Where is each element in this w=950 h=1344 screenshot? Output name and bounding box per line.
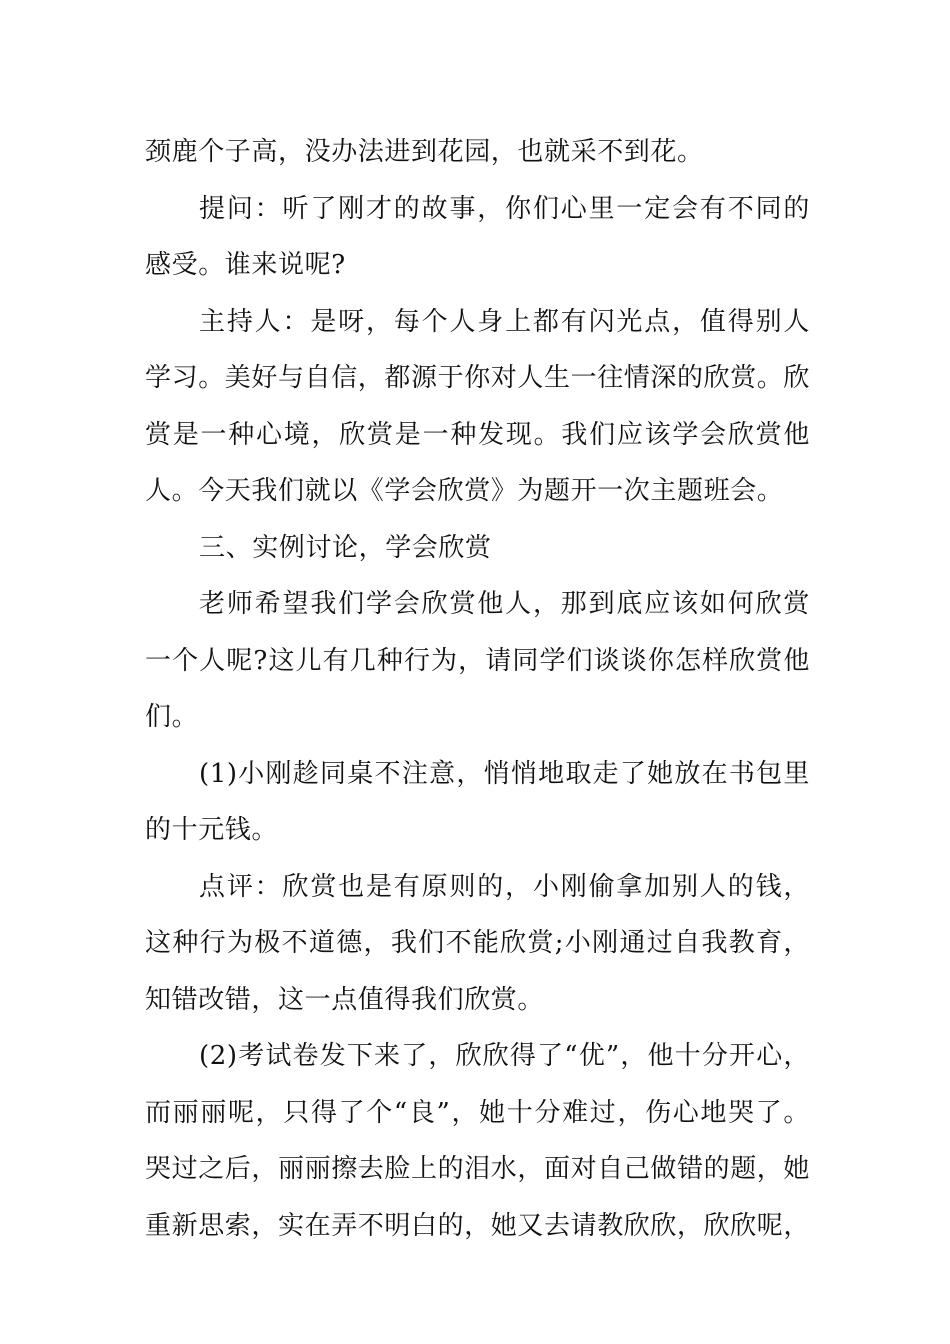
paragraph-1: 颈鹿个子高，没办法进到花园，也就采不到花。 [145,137,704,167]
comment-1: 点评：欣赏也是有原则的，小刚偷拿加别人的钱，这种行为极不道德，我们不能欣赏;小刚通过自我教育，知错改错，这一点值得我们欣赏。 [145,871,810,1015]
document-body [145,124,810,1254]
paragraph-5: 老师希望我们学会欣赏他人，那到底应该如何欣赏一个人呢?这儿有几种行为，请同学们谈谈你怎样欣赏他们。 [145,589,810,732]
paragraph-3: 主持人：是呀，每个人身上都有闪光点，值得别人学习。美好与自信，都源于你对人生一往情深的欣赏。欣赏是一种心境，欣赏是一种发现。我们应该学会欣赏他人。今天我们就以《学会欣赏》为题开一次主题班会。 [145,306,811,506]
example-2: (2)考试卷发下来了，欣欣得了“优”，他十分开心，而丽丽呢，只得了个“良”，她十分难过，伤心地哭了。哭过之后，丽丽擦去脸上的泪水，面对自己做错的题，她重新思索，实在弄不明白的，她又去请教欣欣，欣欣呢， [145,1041,811,1241]
section-heading: 三、实例讨论，学会欣赏 [199,532,492,563]
paragraph-2: 提问：听了刚才的故事，你们心里一定会有不同的感受。谁来说呢? [145,193,810,280]
example-1: (1)小刚趁同桌不注意，悄悄地取走了她放在书包里的十元钱。 [145,758,810,845]
